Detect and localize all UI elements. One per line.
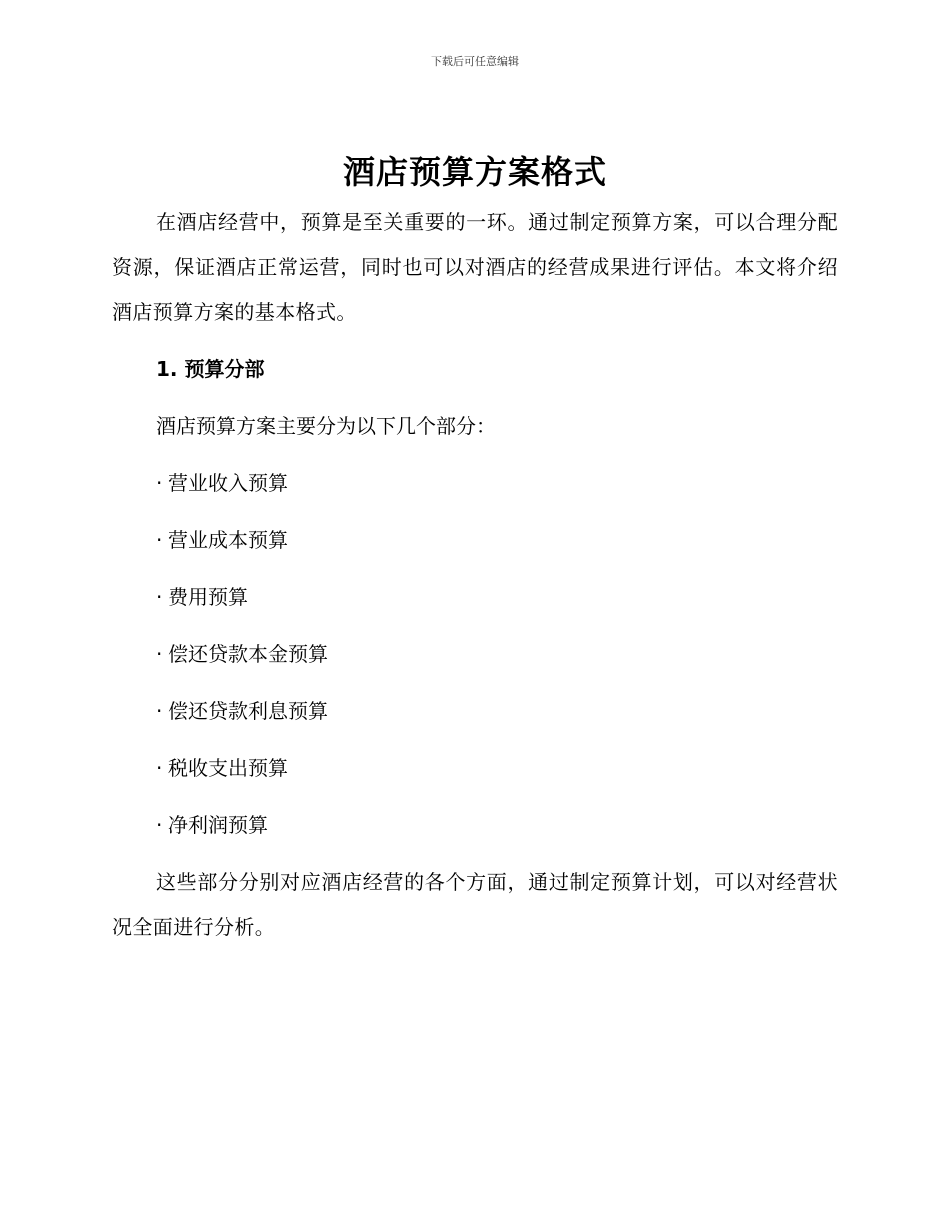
section-lead: 酒店预算方案主要分为以下几个部分： [156, 414, 496, 438]
list-item-label: 营业收入预算 [168, 471, 288, 495]
section-heading: 1. 预算分部 [156, 357, 265, 381]
bullet-icon: · [156, 699, 163, 723]
list-item-label: 偿还贷款利息预算 [168, 699, 328, 723]
list-item [112, 632, 838, 677]
list-item [112, 518, 838, 563]
bullet-icon: · [156, 813, 163, 837]
list-item [112, 803, 838, 848]
intro-paragraph: 在酒店经营中，预算是至关重要的一环。通过制定预算方案，可以合理分配资源，保证酒店正常运营，同时也可以对酒店的经营成果进行评估。本文将介绍酒店预算方案的基本格式。 [112, 210, 838, 324]
bullet-icon: · [156, 528, 163, 552]
budget-parts-list [112, 461, 838, 848]
bullet-icon: · [156, 471, 163, 495]
list-item [112, 575, 838, 620]
bullet-icon: · [156, 585, 163, 609]
bullet-icon: · [156, 756, 163, 780]
list-item-label: 税收支出预算 [168, 756, 288, 780]
document-title: 酒店预算方案格式 [342, 153, 607, 191]
list-item-label: 营业成本预算 [168, 528, 288, 552]
page-header-note: 下载后可任意编辑 [431, 55, 519, 68]
closing-paragraph: 这些部分分别对应酒店经营的各个方面，通过制定预算计划，可以对经营状况全面进行分析。 [112, 870, 838, 939]
list-item-label: 费用预算 [168, 585, 248, 609]
list-item-label: 净利润预算 [168, 813, 268, 837]
bullet-icon: · [156, 642, 163, 666]
list-item [112, 689, 838, 734]
list-item-label: 偿还贷款本金预算 [168, 642, 328, 666]
document-body [112, 200, 838, 950]
list-item [112, 461, 838, 506]
list-item [112, 746, 838, 791]
